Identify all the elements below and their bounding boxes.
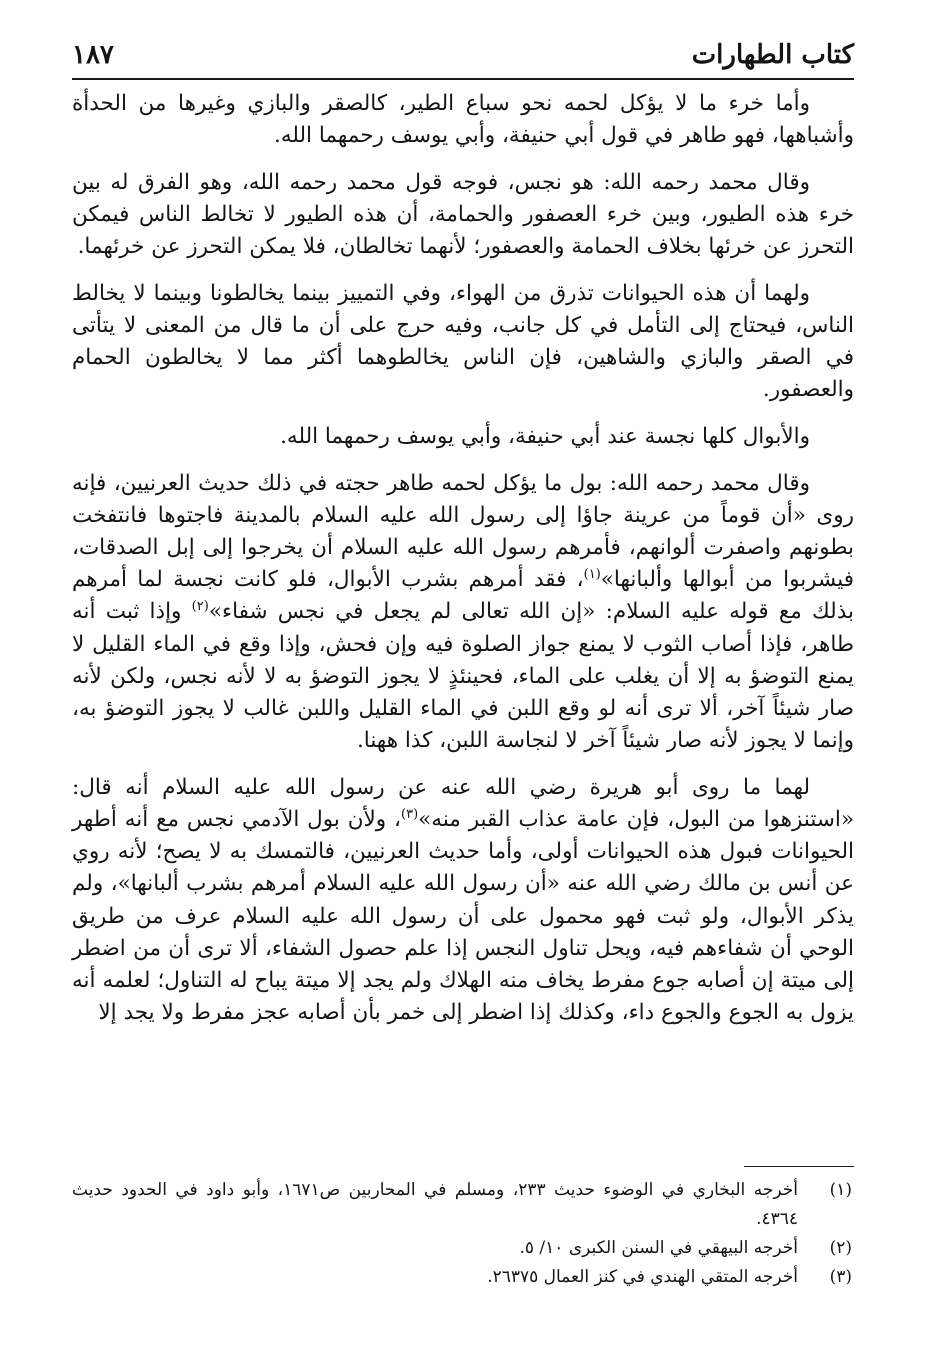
paragraph-text: وقال محمد رحمه الله: هو نجس، فوجه قول محمد رحمه الله، وهو الفرق له بين خرء هذه الطيور، وبين خرء العصفور والحمامة، أن هذه الطيور لا تخالط الناس فيمكن التحرز عن خرئها بخلاف الحمامة والعصفور؛ لأنهما تخالطان، فلا يمكن التحرز عن خرئهما.	[72, 169, 854, 260]
paragraph-text: وقال محمد رحمه الله: بول ما يؤكل لحمه طاهر حجته في ذلك حديث العرنيين، فإنه روى «أن قوماً من عرينة جاؤا إلى رسول الله عليه السلام بالمدينة فاجتوها فانتفخت بطونهم واصفرت ألوانهم، فأمرهم رسول الله عليه السلام أن يخرجوا إلى إبل الصدقات، فيشربوا من أبوالها وألبانها»	[72, 470, 854, 593]
footnote-ref[interactable]: (٣)	[401, 806, 419, 822]
page-number: ١٨٧	[72, 40, 114, 70]
paragraph	[72, 167, 854, 264]
paragraph-text: ، فقد أمرهم بشرب الأبوال، فلو كانت نجسة لما أمرهم بذلك مع قوله عليه السلام: «إن الله تعالى لم يجعل في نجس شفاء»	[72, 567, 854, 625]
footnote-text: أخرجه المتقي الهندي في كنز العمال ٢٦٣٧٥.	[487, 1267, 798, 1287]
paragraph	[72, 772, 854, 1030]
paragraph-text: ، ولأن بول الآدمي نجس مع أنه أطهر الحيوانات فبول هذه الحيوانات أولى، وأما حديث العرنيين، فالتمسك به لا يصح؛ لأنه روي عن أنس بن مالك رضي الله عنه «أن رسول الله عليه السلام أمرهم بشرب ألبانها»، ولم يذكر الأبوال، ولو ثبت فهو محمول على أن رسول الله عليه السلام عرف من طريق الوحي أن شفاءهم فيه، ويحل تناول النجس إذا علم حصول الشفاء، ألا ترى أن من اضطر إلى ميتة إن أصابه جوع مفرط يخاف منه الهلاك ولم يجد إلا ميتة يباح له التناول؛ لعلمه أنه يزول به الجوع والجوع داء، وكذلك إذا اضطر إلى خمر بأن أصابه عجز مفرط ولا يجد إلا	[72, 807, 854, 1026]
paragraph	[72, 468, 854, 758]
paragraph	[72, 278, 854, 407]
paragraph-text: ولهما أن هذه الحيوانات تذرق من الهواء، وفي التمييز بينما يخالطونا وبينما لا يخالط الناس، فيحتاج إلى التأمل في كل جانب، وفيه حرج على أن ما قال من المعنى لا يتأتى في الصقر والبازي والشاهين، فإن الناس يخالطوهما أكثر مما لا يخالطون الحمام والعصفور.	[72, 280, 854, 403]
page-header	[72, 40, 854, 78]
footnote-rule	[744, 1166, 854, 1167]
main-text	[72, 88, 854, 1044]
footnote-number: (١)	[829, 1180, 852, 1200]
footnote-ref[interactable]: (٢)	[191, 599, 209, 615]
header-rule	[72, 78, 854, 80]
footnote-ref[interactable]: (١)	[583, 567, 601, 583]
footnote-text: أخرجه البيهقي في السنن الكبرى ١٠/ ٥.	[519, 1238, 798, 1258]
footnote	[72, 1234, 854, 1263]
paragraph-text: والأبوال كلها نجسة عند أبي حنيفة، وأبي يوسف رحمهما الله.	[280, 424, 810, 449]
paragraph-text: وأما خرء ما لا يؤكل لحمه نحو سباع الطير، كالصقر والبازي وغيرها من الحدأة وأشباهها، فهو طاهر في قول أبي حنيفة، وأبي يوسف رحمهما الله.	[72, 91, 854, 149]
paragraph-text: وإذا ثبت أنه طاهر، فإذا أصاب الثوب لا يمنع جواز الصلوة فيه وإن فحش، وإذا وقع في الماء القليل لا يمنع التوضؤ به إلا أن يغلب على الماء، فحينئذٍ لا يجوز التوضؤ به لا لأنه نجس، ولكن لأنه صار شيئاً آخر، ألا ترى أنه لو وقع اللبن في الماء القليل واللبن غالب لا يجوز التوضؤ به، وإنما لا يجوز لأنه صار شيئاً آخر لا لنجاسة اللبن، كذا ههنا.	[72, 599, 854, 754]
chapter-title: كتاب الطهارات	[691, 40, 854, 70]
footnote	[72, 1176, 854, 1234]
footnote-text: أخرجه البخاري في الوضوء حديث ٢٣٣، ومسلم في المحاربين ص١٦٧١، وأبو داود في الحدود حديث ٤٣٦٤.	[72, 1180, 798, 1229]
footnote-number: (٢)	[829, 1238, 852, 1258]
paragraph	[72, 421, 854, 453]
paragraph	[72, 88, 854, 152]
footnote	[72, 1263, 854, 1292]
footnotes	[72, 1176, 854, 1292]
paragraph-text: لهما ما روى أبو هريرة رضي الله عنه عن رسول الله عليه السلام أنه قال: «استنزهوا من البول، فإن عامة عذاب القبر منه»	[72, 774, 854, 833]
footnote-number: (٣)	[829, 1267, 852, 1287]
